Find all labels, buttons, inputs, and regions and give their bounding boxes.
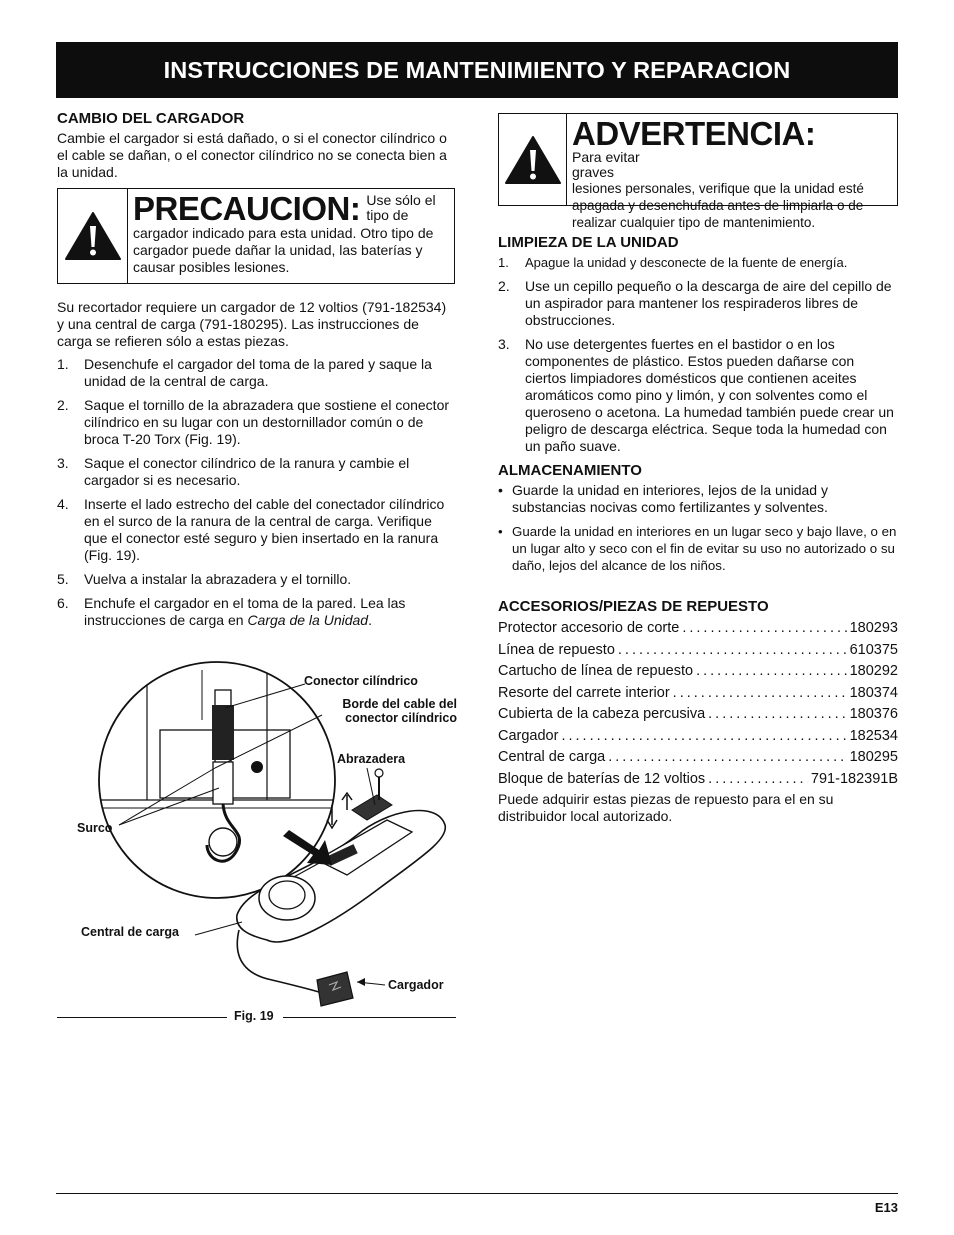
warning-text <box>567 114 897 230</box>
caption-rule-right <box>283 1017 456 1018</box>
charger-intro: Cambie el cargador si está dañado, o si el conector cilíndrico o el cable se dañan, o el conector cilíndrico no se conecta bien a la unidad. <box>57 130 447 180</box>
list-item: 1. Desenchufe el cargador del toma de la pared y saque la unidad de la central de carga. <box>57 356 432 389</box>
list-item: 6. Enchufe el cargador en el toma de la pared. Lea las instrucciones de carga en Carga de la Unidad. <box>57 595 406 628</box>
table-row: Resorte del carrete interior ..... 180374 <box>498 683 898 705</box>
table-row: Protector accesorio de corte ..... 180293 <box>498 618 898 640</box>
label-borde: Borde del cable del conector cilíndrico <box>342 697 457 725</box>
label-surco: Surco <box>77 821 113 835</box>
section-title-parts: ACCESORIOS/PIEZAS DE REPUESTO <box>498 598 769 615</box>
caution-icon-cell <box>58 189 128 283</box>
label-conector: Conector cilíndrico <box>304 674 418 688</box>
list-item: 2. Use un cepillo pequeño o la descarga de aire del cepillo de un aspirador para mantener los respiraderos libres de obstrucciones. <box>498 278 892 328</box>
parts-list <box>498 618 898 790</box>
list-item: 3. No use detergentes fuertes en el bastidor o en los componentes de plástico. Estos pueden dañarse con ciertos limpiadores domésticos que contienen aceites aromáticos como pino y limón, y con solventes como el queroseno o acetona. La humedad también puede crear un peligro de descarga eléctrica. Seque toda la humedad con un paño suave. <box>498 336 894 454</box>
section-title-cleaning: LIMPIEZA DE LA UNIDAD <box>498 234 679 251</box>
list-item: 1. Apague la unidad y desconecte de la fuente de energía. <box>498 255 848 270</box>
table-row: Cubierta de la cabeza percusiva ..... 180376 <box>498 704 898 726</box>
caution-title: PRECAUCION: <box>133 190 361 227</box>
page-number: E13 <box>874 1200 898 1215</box>
footer-rule <box>56 1193 898 1194</box>
caution-body: cargador indicado para esta unidad. Otro tipo de cargador puede dañar la unidad, las baterías y causar posibles lesiones. <box>133 225 434 275</box>
list-item: 4. Inserte el lado estrecho del cable del conectador cilíndrico en el surco de la ranura de la central de carga. Verifique que el conector esté seguro y bien insertado en la ranura (Fig. 19). <box>57 496 445 563</box>
list-item: 2. Saque el tornillo de la abrazadera que sostiene el conector cilíndrico en su lugar con un destornillador común o de broca T-20 Torx (Fig. 19). <box>57 397 450 447</box>
label-cargador: Cargador <box>388 978 444 992</box>
table-row: Central de carga ..... 180295 <box>498 747 898 769</box>
caution-box <box>57 188 455 284</box>
charger-paragraph: Su recortador requiere un cargador de 12 voltios (791-182534) y una central de carga (791-180295). Las instrucciones de carga se refieren sólo a estas piezas. <box>57 299 447 349</box>
list-item: • Guarde la unidad en interiores en un lugar seco y bajo llave, o en un lugar alto y seco con el fin de evitar su uso no autorizado o su daño, lejos del alcance de los niños. <box>498 524 897 573</box>
warning-icon-cell <box>499 114 567 205</box>
caption-rule-left <box>57 1017 227 1018</box>
section-title-charger: CAMBIO DEL CARGADOR <box>57 110 245 127</box>
table-row: Línea de repuesto ..... 610375 <box>498 640 898 662</box>
warning-body: lesiones personales, verifique que la unidad esté apagada y desenchufada antes de limpiarla o de realizar cualquier tipo de mantenimiento. <box>572 181 864 230</box>
warning-triangle-icon <box>64 211 122 261</box>
charger-steps <box>57 356 455 629</box>
table-row: Cargador ..... 182534 <box>498 726 898 748</box>
storage-bullets <box>498 482 898 574</box>
right-column <box>498 113 898 825</box>
table-row: Cartucho de línea de repuesto ..... 180292 <box>498 661 898 683</box>
cleaning-steps <box>498 254 898 455</box>
left-column <box>57 110 455 636</box>
page-header: INSTRUCCIONES DE MANTENIMIENTO Y REPARACION <box>56 42 898 98</box>
list-item: 5. Vuelva a instalar la abrazadera y el tornillo. <box>57 571 352 587</box>
figure-19 <box>57 660 457 1030</box>
label-abrazadera: Abrazadera <box>337 752 406 766</box>
caution-lead: Use sólo el tipo de <box>366 192 436 223</box>
warning-box <box>498 113 898 230</box>
figure-caption: Fig. 19 <box>234 1009 274 1023</box>
warning-title: ADVERTENCIA: <box>572 115 816 152</box>
table-row: Bloque de baterías de 12 voltios ..... 791-182391B <box>498 769 898 791</box>
warning-triangle-icon <box>504 135 562 185</box>
label-central: Central de carga <box>81 925 179 939</box>
warning-lead: Para evitar graves <box>572 149 640 180</box>
parts-note: Puede adquirir estas piezas de repuesto para el en su distribuidor local autorizado. <box>498 791 834 824</box>
caution-text <box>128 189 454 283</box>
list-item: • Guarde la unidad en interiores, lejos de la unidad y substancias nocivas como fertilizantes y solventes. <box>498 482 828 515</box>
list-item: 3. Saque el conector cilíndrico de la ranura y cambie el cargador si es necesario. <box>57 455 410 488</box>
section-title-storage: ALMACENAMIENTO <box>498 462 642 479</box>
